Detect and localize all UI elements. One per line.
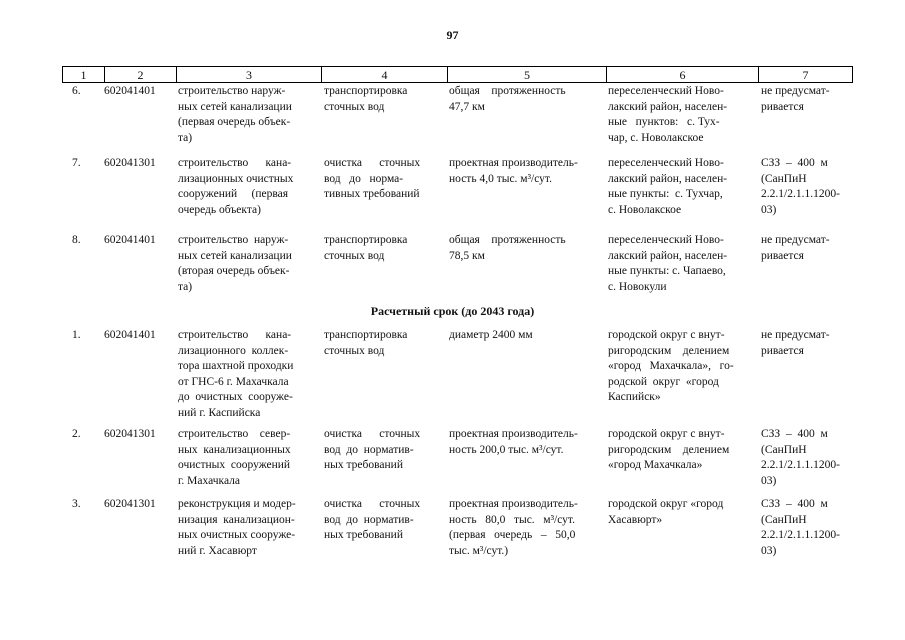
row-name-line: лизационных очистных (178, 172, 294, 185)
row-purpose-line: вод до норматив- (324, 513, 414, 526)
row-name-line: ных канализационных (178, 443, 291, 456)
row-purpose-line: тивных требований (324, 188, 420, 200)
row-location-line: с. Новолакское (608, 203, 682, 216)
row-location-line: ригородским делением (608, 344, 730, 357)
row-location-line: городской округ «город (608, 498, 724, 510)
row-number: 7. (72, 157, 81, 169)
row-number: 2. (72, 428, 81, 440)
column-header-table (62, 66, 853, 83)
row-location-line: городской округ с внут- (608, 428, 725, 440)
row-location-line: лакский район, населен- (608, 172, 728, 185)
row-location (608, 156, 749, 218)
row-characteristics (449, 328, 597, 344)
row-characteristics-line: общая протяженность (449, 85, 566, 97)
row-purpose (324, 233, 436, 264)
row-name-line: ний г. Каспийска (178, 406, 261, 419)
row-purpose (324, 84, 436, 115)
row-characteristics-line: общая протяженность (449, 234, 566, 246)
row-purpose-line: сточных вод (324, 249, 385, 262)
row-name-line: строительство наруж- (178, 234, 289, 246)
row-zone (761, 84, 851, 115)
row-location-line: Каспийск» (608, 391, 661, 403)
column-header-4: 4 (322, 67, 448, 83)
row-purpose-line: очистка сточных (324, 498, 421, 510)
row-purpose-line: очистка сточных (324, 157, 421, 169)
row-name-line: низация канализацион- (178, 513, 295, 526)
row-zone-line: 2.2.1/2.1.1.1200-03) (761, 188, 840, 216)
row-name (178, 233, 313, 295)
row-location-line: переселенческий Ново- (608, 85, 724, 97)
row-name-line: строительство север- (178, 428, 291, 440)
row-name-line: (вторая очередь объек- (178, 265, 290, 277)
row-characteristics-line: диаметр 2400 мм (449, 329, 533, 341)
row-purpose (324, 328, 436, 359)
row-location-line: ригородским делением (608, 443, 730, 456)
row-location (608, 427, 749, 474)
row-location-line: с. Новокули (608, 280, 667, 293)
row-code: 602041301 (104, 498, 156, 510)
row-location-line: переселенческий Ново- (608, 157, 724, 169)
row-code: 602041301 (104, 428, 156, 440)
row-purpose (324, 427, 436, 474)
row-location (608, 84, 749, 146)
row-name-line: (первая очередь объек- (178, 116, 291, 128)
column-header-7: 7 (759, 67, 853, 83)
row-name-line: тора шахтной проходки (178, 360, 294, 372)
row-characteristics (449, 497, 597, 559)
row-number: 1. (72, 329, 81, 341)
row-number: 8. (72, 234, 81, 246)
column-header-row (63, 67, 853, 83)
row-location-line: городской округ с внут- (608, 329, 725, 341)
row-zone-line: 2.2.1/2.1.1.1200-03) (761, 459, 840, 487)
row-purpose-line: сточных вод (324, 344, 385, 357)
row-name-line: ний г. Хасавюрт (178, 544, 257, 557)
row-characteristics-line: 78,5 км (449, 249, 485, 262)
row-location-line: переселенческий Ново- (608, 234, 724, 246)
row-name-line: та) (178, 280, 193, 293)
row-name (178, 427, 313, 489)
column-header-1: 1 (63, 67, 105, 83)
row-name-line: реконструкция и модер- (178, 498, 296, 510)
row-zone-line: не предусмат- (761, 329, 830, 341)
row-location-line: лакский район, населен- (608, 249, 728, 262)
row-purpose (324, 156, 436, 203)
column-header-2: 2 (105, 67, 177, 83)
row-location-line: чар, с. Новолакское (608, 131, 704, 144)
row-purpose-line: транспортировка (324, 85, 408, 97)
row-characteristics-line: 47,7 км (449, 100, 485, 113)
row-characteristics-line: проектная производитель- (449, 157, 578, 169)
row-zone-line: не предусмат- (761, 85, 830, 97)
row-purpose-line: вод до норма- (324, 172, 404, 185)
row-name-line: ных очистных сооруже- (178, 529, 296, 541)
row-code: 602041401 (104, 85, 156, 97)
row-name (178, 497, 313, 559)
row-characteristics-line: тыс. м³/сут.) (449, 544, 509, 557)
row-characteristics (449, 427, 597, 458)
row-name-line: очистных сооружений (178, 459, 291, 471)
row-code: 602041401 (104, 234, 156, 246)
column-header-5: 5 (448, 67, 607, 83)
row-location (608, 233, 749, 295)
row-characteristics (449, 84, 597, 115)
row-location-line: ные пункты: с. Чапаево, (608, 265, 726, 277)
row-purpose-line: ных требований (324, 529, 403, 541)
row-location-line: ные пункты: с. Тухчар, (608, 188, 723, 200)
row-zone-line: СЗЗ – 400 м (761, 428, 828, 440)
row-name-line: лизационного коллек- (178, 344, 289, 357)
row-zone (761, 156, 851, 218)
row-zone-line: (СанПиН (761, 172, 807, 185)
row-name-line: строительство кана- (178, 329, 292, 341)
row-name-line: очередь объекта) (178, 203, 261, 216)
row-name-line: строительство кана- (178, 157, 292, 169)
row-name (178, 156, 313, 218)
row-purpose-line: транспортировка (324, 329, 408, 341)
row-name-line: строительство наруж- (178, 85, 286, 97)
row-characteristics-line: ность 80,0 тыс. м³/сут. (449, 513, 575, 526)
row-name-line: г. Махачкала (178, 474, 240, 487)
row-code: 602041401 (104, 329, 156, 341)
row-name-line: ных сетей канализации (178, 100, 292, 113)
row-name-line: от ГНС-6 г. Махачкала (178, 375, 289, 388)
column-header-6: 6 (607, 67, 759, 83)
row-number: 3. (72, 498, 81, 510)
row-zone-line: не предусмат- (761, 234, 830, 246)
row-location (608, 328, 749, 406)
row-purpose-line: вод до норматив- (324, 443, 414, 456)
row-zone-line: ривается (761, 100, 804, 113)
column-header-3: 3 (177, 67, 322, 83)
row-name (178, 328, 313, 421)
row-purpose-line: сточных вод (324, 100, 385, 113)
row-zone-line: ривается (761, 249, 804, 262)
row-characteristics-line: (первая очередь – 50,0 (449, 529, 576, 541)
row-characteristics-line: проектная производитель- (449, 498, 578, 510)
row-location-line: «город Махачкала», го- (608, 360, 734, 372)
row-zone (761, 497, 851, 559)
row-zone-line: СЗЗ – 400 м (761, 498, 828, 510)
row-location-line: ные пунктов: с. Тух- (608, 116, 720, 128)
row-location-line: Хасавюрт» (608, 513, 663, 526)
row-zone-line: ривается (761, 344, 804, 357)
row-purpose-line: очистка сточных (324, 428, 421, 440)
row-purpose-line: ных требований (324, 459, 403, 471)
row-location-line: родской округ «город (608, 375, 719, 388)
row-name-line: сооружений (первая (178, 188, 289, 200)
row-zone (761, 427, 851, 489)
row-code: 602041301 (104, 157, 156, 169)
row-location-line: «город Махачкала» (608, 459, 703, 471)
row-zone (761, 233, 851, 264)
section-title: Расчетный срок (до 2043 года) (370, 304, 535, 318)
row-characteristics (449, 233, 597, 264)
row-zone (761, 328, 851, 359)
row-zone-line: (СанПиН (761, 443, 807, 456)
row-number: 6. (72, 85, 81, 97)
row-purpose (324, 497, 436, 544)
row-name-line: ных сетей канализации (178, 249, 292, 262)
row-characteristics-line: ность 200,0 тыс. м³/сут. (449, 443, 564, 456)
row-characteristics-line: проектная производитель- (449, 428, 578, 440)
row-name-line: до очистных сооруже- (178, 391, 293, 403)
row-location-line: лакский район, населен- (608, 100, 728, 113)
row-purpose-line: транспортировка (324, 234, 408, 246)
row-zone-line: СЗЗ – 400 м (761, 157, 828, 169)
row-name-line: та) (178, 131, 193, 144)
row-zone-line: (СанПиН (761, 513, 807, 526)
row-characteristics (449, 156, 597, 187)
row-characteristics-line: ность 4,0 тыс. м³/сут. (449, 172, 552, 185)
row-zone-line: 2.2.1/2.1.1.1200-03) (761, 529, 840, 557)
row-location (608, 497, 749, 528)
page-number: 97 (446, 28, 459, 42)
row-name (178, 84, 313, 146)
